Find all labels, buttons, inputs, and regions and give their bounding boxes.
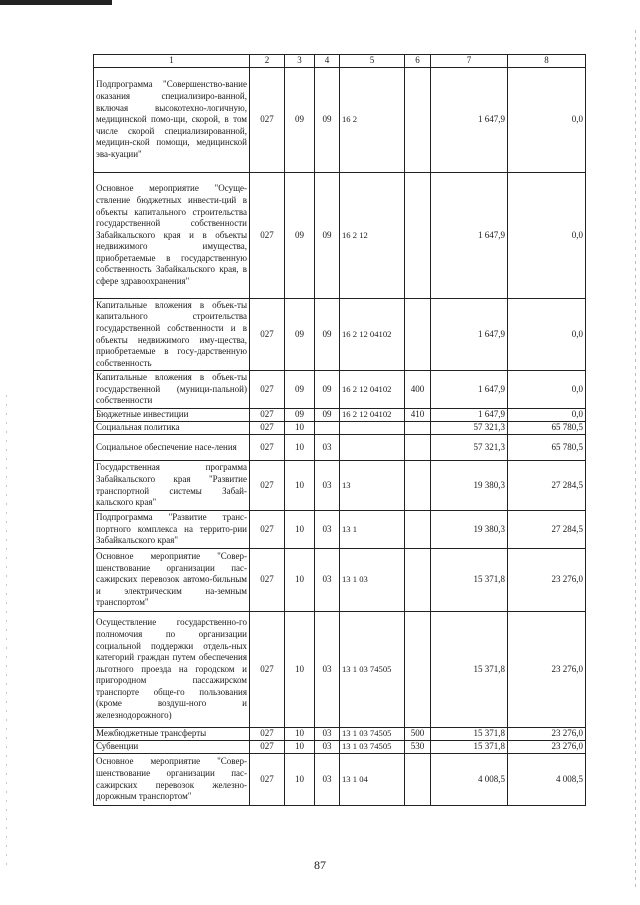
row-name: Субвенции: [94, 741, 250, 754]
row-amount-col8: 23 276,0: [508, 728, 586, 741]
row-section-code: 09: [285, 173, 315, 299]
row-name: Социальная политика: [94, 422, 250, 435]
row-amount-col8: 4 008,5: [508, 754, 586, 806]
row-amount-col8: 23 276,0: [508, 549, 586, 612]
table-row: [94, 409, 586, 422]
table-row: [94, 612, 586, 728]
row-target-code: 13 1 03 74505: [340, 741, 405, 754]
row-subsection-code: 09: [315, 409, 340, 422]
row-target-code: 16 2 12: [340, 173, 405, 299]
row-amount-col8: 0,0: [508, 371, 586, 409]
row-amount-col8: 23 276,0: [508, 741, 586, 754]
row-section-code: 10: [285, 461, 315, 511]
row-expense-type: [405, 299, 431, 371]
row-section-code: 10: [285, 728, 315, 741]
row-amount-col8: 0,0: [508, 173, 586, 299]
row-amount-col8: 27 284,5: [508, 511, 586, 549]
column-header: 5: [340, 55, 405, 68]
row-section-code: 09: [285, 409, 315, 422]
row-name: Государственная программа Забайкальского края "Развитие транспортной системы Забай-кальского края": [94, 461, 250, 511]
row-ministry-code: 027: [250, 422, 285, 435]
row-amount-col7: 1 647,9: [431, 409, 508, 422]
row-expense-type: 400: [405, 371, 431, 409]
row-amount-col8: 0,0: [508, 409, 586, 422]
row-name: Капитальные вложения в объек-ты капитального строительства государственной собственности и в объекты недвижимого иму-щества, приобретаемые в госу-дарственную собственность: [94, 299, 250, 371]
row-name: Капитальные вложения в объек-ты государственной (муници-пальной) собственности: [94, 371, 250, 409]
row-subsection-code: 03: [315, 435, 340, 461]
row-amount-col8: 65 780,5: [508, 435, 586, 461]
row-subsection-code: 03: [315, 612, 340, 728]
row-ministry-code: 027: [250, 754, 285, 806]
row-subsection-code: 03: [315, 741, 340, 754]
row-amount-col8: 0,0: [508, 68, 586, 173]
row-target-code: 13: [340, 461, 405, 511]
row-amount-col7: 1 647,9: [431, 68, 508, 173]
row-target-code: 16 2 12 04102: [340, 409, 405, 422]
column-header: 4: [315, 55, 340, 68]
row-amount-col7: 15 371,8: [431, 741, 508, 754]
column-header: 3: [285, 55, 315, 68]
table-row: [94, 728, 586, 741]
row-target-code: [340, 435, 405, 461]
row-amount-col8: 65 780,5: [508, 422, 586, 435]
row-subsection-code: 03: [315, 754, 340, 806]
row-subsection-code: 03: [315, 461, 340, 511]
row-amount-col7: 1 647,9: [431, 371, 508, 409]
row-target-code: 13 1 04: [340, 754, 405, 806]
column-header: 7: [431, 55, 508, 68]
row-section-code: 10: [285, 435, 315, 461]
row-amount-col7: 1 647,9: [431, 173, 508, 299]
row-section-code: 10: [285, 549, 315, 612]
row-amount-col8: 0,0: [508, 299, 586, 371]
column-header: 2: [250, 55, 285, 68]
row-expense-type: 530: [405, 741, 431, 754]
row-subsection-code: 09: [315, 371, 340, 409]
table-row: [94, 549, 586, 612]
row-subsection-code: 09: [315, 68, 340, 173]
table-row: [94, 173, 586, 299]
table-row: [94, 371, 586, 409]
row-amount-col7: 4 008,5: [431, 754, 508, 806]
column-header: 8: [508, 55, 586, 68]
row-section-code: 09: [285, 299, 315, 371]
row-amount-col8: 27 284,5: [508, 461, 586, 511]
table-row: [94, 754, 586, 806]
row-name: Осуществление государственно-го полномочия по организации социальной поддержки отдель-ных категорий граждан путем обеспечения льготного проезда на городском и пригородном пассажирском транспорте обще-го пользования (кроме воздуш-ного и железнодорожного): [94, 612, 250, 728]
row-subsection-code: 03: [315, 511, 340, 549]
row-subsection-code: 09: [315, 173, 340, 299]
row-ministry-code: 027: [250, 371, 285, 409]
page-number: 87: [314, 858, 326, 872]
row-target-code: 13 1 03 74505: [340, 728, 405, 741]
row-name: Подпрограмма "Совершенство-вание оказания специализиро-ванной, включая высокотехно-логичную, медицинской помо-щи, скорой, в том числе скорой специализированной, медицин-ской помощи, медицинской эва-куации": [94, 68, 250, 173]
row-expense-type: [405, 422, 431, 435]
row-expense-type: [405, 173, 431, 299]
row-target-code: 13 1 03: [340, 549, 405, 612]
table-row: [94, 741, 586, 754]
row-expense-type: [405, 612, 431, 728]
row-amount-col7: 19 380,3: [431, 511, 508, 549]
row-ministry-code: 027: [250, 728, 285, 741]
scan-artifact-edge-left: [6, 395, 7, 865]
row-expense-type: 500: [405, 728, 431, 741]
table-header-row: [94, 55, 586, 68]
row-amount-col7: 15 371,8: [431, 728, 508, 741]
column-header: 6: [405, 55, 431, 68]
row-name: Подпрограмма "Развитие транс-портного комплекса на террито-рии Забайкальского края": [94, 511, 250, 549]
scan-artifact-bar: [0, 0, 112, 5]
row-target-code: 16 2 12 04102: [340, 371, 405, 409]
row-section-code: 09: [285, 371, 315, 409]
row-target-code: 13 1 03 74505: [340, 612, 405, 728]
row-ministry-code: 027: [250, 435, 285, 461]
row-section-code: 10: [285, 741, 315, 754]
row-ministry-code: 027: [250, 68, 285, 173]
table-row: [94, 435, 586, 461]
row-expense-type: [405, 435, 431, 461]
row-ministry-code: 027: [250, 549, 285, 612]
row-amount-col7: 15 371,8: [431, 549, 508, 612]
row-expense-type: [405, 754, 431, 806]
row-section-code: 10: [285, 422, 315, 435]
row-ministry-code: 027: [250, 409, 285, 422]
row-name: Социальное обеспечение насе-ления: [94, 435, 250, 461]
row-amount-col7: 15 371,8: [431, 612, 508, 728]
row-subsection-code: 03: [315, 728, 340, 741]
table-row: [94, 68, 586, 173]
row-subsection-code: [315, 422, 340, 435]
row-ministry-code: 027: [250, 612, 285, 728]
row-ministry-code: 027: [250, 511, 285, 549]
row-subsection-code: 09: [315, 299, 340, 371]
row-target-code: [340, 422, 405, 435]
row-subsection-code: 03: [315, 549, 340, 612]
row-section-code: 10: [285, 511, 315, 549]
table-row: [94, 299, 586, 371]
column-header: 1: [94, 55, 250, 68]
row-ministry-code: 027: [250, 299, 285, 371]
table-row: [94, 511, 586, 549]
row-name: Основное мероприятие "Осуще-ствление бюджетных инвести-ций в объекты капитального строительства государственной собственности Забайкальского края и в объекты недвижимого имущества, приобретаемые в государственную собственность Забайкальского края, в сфере здравоохранения": [94, 173, 250, 299]
row-amount-col7: 57 321,3: [431, 435, 508, 461]
budget-table: [93, 54, 586, 806]
scan-artifact-edge: [635, 30, 636, 890]
row-amount-col8: 23 276,0: [508, 612, 586, 728]
table-row: [94, 422, 586, 435]
row-name: Основное мероприятие "Совер-шенствование организации пас-сажирских перевозок железно-дорожным транспортом": [94, 754, 250, 806]
row-ministry-code: 027: [250, 173, 285, 299]
row-expense-type: [405, 461, 431, 511]
row-ministry-code: 027: [250, 741, 285, 754]
row-section-code: 10: [285, 612, 315, 728]
row-ministry-code: 027: [250, 461, 285, 511]
row-expense-type: [405, 511, 431, 549]
row-amount-col7: 19 380,3: [431, 461, 508, 511]
row-expense-type: 410: [405, 409, 431, 422]
table-row: [94, 461, 586, 511]
row-amount-col7: 1 647,9: [431, 299, 508, 371]
row-target-code: 16 2: [340, 68, 405, 173]
row-section-code: 10: [285, 754, 315, 806]
row-name: Межбюджетные трансферты: [94, 728, 250, 741]
row-target-code: 16 2 12 04102: [340, 299, 405, 371]
row-name: Бюджетные инвестиции: [94, 409, 250, 422]
row-expense-type: [405, 68, 431, 173]
row-name: Основное мероприятие "Совер-шенствование организации пас-сажирских перевозок автомо-бильным и электрическим на-земным транспортом": [94, 549, 250, 612]
row-target-code: 13 1: [340, 511, 405, 549]
row-amount-col7: 57 321,3: [431, 422, 508, 435]
row-section-code: 09: [285, 68, 315, 173]
row-expense-type: [405, 549, 431, 612]
